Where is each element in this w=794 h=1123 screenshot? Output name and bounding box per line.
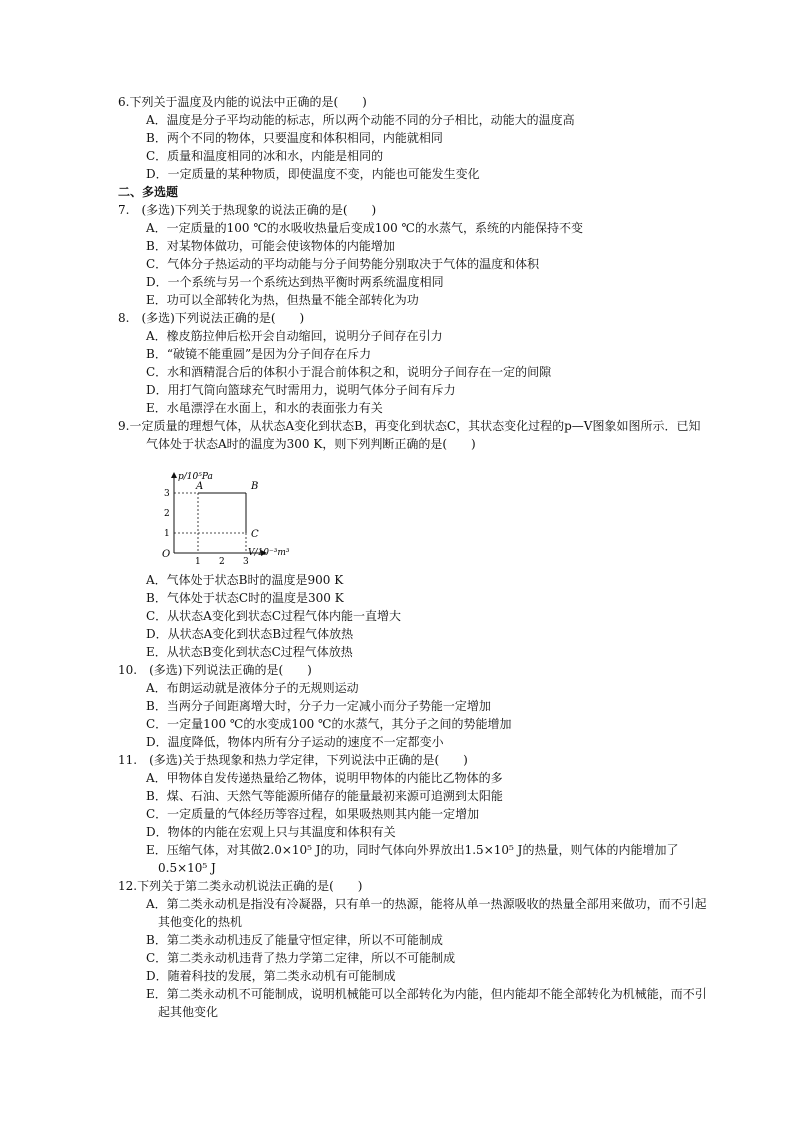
option-b: B．气体处于状态C时的温度是300 K (146, 591, 344, 605)
question-stem: 10. (多选)下列说法正确的是( ) (118, 663, 312, 677)
option-a: A．第二类永动机是指没有冷凝器，只有单一的热源，能将从单一热源吸收的热量全部用来做功，而不引起其他变化的热机 (146, 897, 707, 929)
option-c: C．一定质量的气体经历等容过程，如果吸热则其内能一定增加 (146, 807, 480, 821)
question-12 (118, 877, 708, 1021)
question-10 (118, 661, 708, 751)
y-tick-label: 2 (164, 509, 170, 519)
option-d: D．一定质量的某种物质，即使温度不变，内能也可能发生变化 (146, 167, 480, 181)
option-d: D．温度降低，物体内所有分子运动的速度不一定都变小 (146, 735, 444, 749)
dashed-guides (174, 493, 246, 553)
question-stem: 11. (多选)关于热现象和热力学定律，下列说法中正确的是( ) (118, 753, 468, 767)
option-b: B．当两分子间距离增大时，分子力一定减小而分子势能一定增加 (146, 699, 491, 713)
x-tick-label: 2 (219, 557, 225, 567)
process-path (198, 493, 246, 533)
option-d: D．从状态A变化到状态B过程气体放热 (146, 627, 354, 641)
option-c: C．水和酒精混合后的体积小于混合前体积之和，说明分子间存在一定的间隙 (146, 365, 552, 379)
option-a: A．一定质量的100 ℃的水吸收热量后变成100 ℃的水蒸气，系统的内能保持不变 (146, 221, 583, 235)
option-d: D．一个系统与另一个系统达到热平衡时两系统温度相同 (146, 275, 444, 289)
pv-diagram-svg (140, 455, 300, 571)
x-tick-label: 1 (195, 557, 201, 567)
option-c: C．一定量100 ℃的水变成100 ℃的水蒸气，其分子之间的势能增加 (146, 717, 512, 731)
question-7 (118, 201, 708, 309)
question-8 (118, 309, 708, 417)
question-stem: 9.一定质量的理想气体，从状态A变化到状态B，再变化到状态C，其状态变化过程的p—V图象如图所示．已知气体处于状态A时的温度为300 K，则下列判断正确的是( ) (118, 419, 701, 451)
point-label-c: C (251, 529, 259, 540)
question-stem: 8. (多选)下列说法正确的是( ) (118, 311, 305, 325)
x-axis-label: V/10⁻³m³ (248, 548, 290, 558)
x-tick-label: 3 (243, 557, 249, 567)
option-e: E．第二类永动机不可能制成，说明机械能可以全部转化为内能，但内能却不能全部转化为机械能，而不引起其他变化 (146, 987, 707, 1019)
option-b: B．对某物体做功，可能会使该物体的内能增加 (146, 239, 395, 253)
option-a: A．布朗运动就是液体分子的无规则运动 (146, 681, 359, 695)
y-tick-label: 1 (164, 529, 170, 539)
option-a: A．甲物体自发传递热量给乙物体，说明甲物体的内能比乙物体的多 (146, 771, 503, 785)
option-d: D．物体的内能在宏观上只与其温度和体积有关 (146, 825, 396, 839)
option-d: D．用打气筒向篮球充气时需用力，说明气体分子间有斥力 (146, 383, 456, 397)
question-6 (118, 93, 708, 183)
document-body (118, 93, 708, 1021)
section-title: 二、多选题 (118, 185, 179, 199)
question-9 (118, 417, 708, 661)
option-c: C．气体分子热运动的平均动能与分子间势能分别取决于气体的温度和体积 (146, 257, 540, 271)
point-label-b: B (251, 481, 259, 492)
option-a: A．气体处于状态B时的温度是900 K (146, 573, 344, 587)
option-e: E．从状态B变化到状态C过程气体放热 (146, 645, 353, 659)
y-tick-label: 3 (164, 489, 170, 499)
option-a: A．橡皮筋拉伸后松开会自动缩回，说明分子间存在引力 (146, 329, 443, 343)
y-axis-label: p/10⁵Pa (178, 472, 213, 482)
option-b: B．煤、石油、天然气等能源所储存的能量最初来源可追溯到太阳能 (146, 789, 503, 803)
option-c: C．从状态A变化到状态C过程气体内能一直增大 (146, 609, 402, 623)
option-c: C．质量和温度相同的冰和水，内能是相同的 (146, 149, 384, 163)
question-stem: 12.下列关于第二类永动机说法正确的是( ) (118, 879, 363, 893)
option-b: B．“破镜不能重圆”是因为分子间存在斥力 (146, 347, 372, 361)
option-a: A．温度是分子平均动能的标志，所以两个动能不同的分子相比，动能大的温度高 (146, 113, 575, 127)
option-b: B．两个不同的物体，只要温度和体积相同，内能就相同 (146, 131, 443, 145)
option-e: E．水黾漂浮在水面上，和水的表面张力有关 (146, 401, 383, 415)
question-stem: 6.下列关于温度及内能的说法中正确的是( ) (118, 95, 367, 109)
question-11 (118, 751, 708, 877)
option-e: E．功可以全部转化为热，但热量不能全部转化为功 (146, 293, 419, 307)
origin-label: O (162, 549, 171, 560)
pv-diagram (140, 455, 708, 571)
option-e: E．压缩气体，对其做2.0×10⁵ J的功，同时气体向外界放出1.5×10⁵ J的热量，则气体的内能增加了0.5×10⁵ J (146, 843, 679, 875)
option-d: D．随着科技的发展，第二类永动机有可能制成 (146, 969, 396, 983)
option-b: B．第二类永动机违反了能量守恒定律，所以不可能制成 (146, 933, 443, 947)
point-label-a: A (196, 481, 204, 492)
question-stem: 7. (多选)下列关于热现象的说法正确的是( ) (118, 203, 377, 217)
option-c: C．第二类永动机违背了热力学第二定律，所以不可能制成 (146, 951, 456, 965)
